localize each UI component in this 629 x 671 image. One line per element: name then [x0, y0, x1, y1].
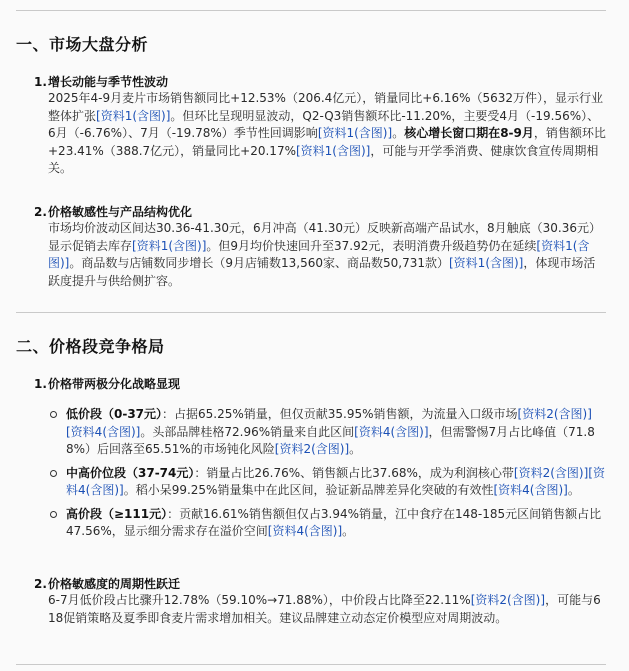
- list-item-price-sensitivity: [34, 204, 606, 290]
- reference-link[interactable]: [资料1(含图)]: [317, 126, 393, 140]
- reference-link[interactable]: [资料2(含图)]: [517, 407, 592, 421]
- item-paragraph: 6-7月低价段占比骤升12.78%（59.10%→71.88%），中价段占比降至22.11%[资料2(含图)]，可能与618促销策略及夏季即食麦片需求增加相关。建议品牌建立动态定价模型应对周期波动。: [48, 593, 601, 625]
- list-item-cyclical: [34, 576, 606, 627]
- reference-link[interactable]: [资料2(含图)]: [470, 593, 546, 607]
- section-title-price-competition: 二、价格段竞争格局: [16, 337, 165, 356]
- sub-item-mid-price: 中高价位段（37-74元）：销量占比26.76%、销售额占比37.68%，成为利润核心带[资料2(含图)][资料4(含图)]。稻小呆99.25%销量集中在此区间，验证新品牌差异化突破的有效性[资料4(含图)]。: [48, 465, 608, 500]
- reference-link[interactable]: [资料2(含图)]: [513, 465, 589, 480]
- reference-link[interactable]: [资料1(含图)]: [295, 143, 371, 158]
- reference-link[interactable]: [资料1(含图)]: [96, 108, 171, 123]
- sub-item-high-price: 高价段（≥111元）：贡献16.61%销售额但仅占3.94%销量，江中食疗在148-185元区间销售额占比47.56%，显示细分需求存在溢价空间[资料4(含图)]。: [48, 506, 608, 541]
- item-paragraph: 2025年4-9月麦片市场销售额同比+12.53%（206.4亿元），销量同比+6.16%（5632万件），显示行业整体扩张[资料1(含图)]。但环比呈现明显波动，Q2-Q3销售额环比-11.20%，主要受4月（-19.56%）、6月（-6.76%）、7月（-19.78%）季节性回调影响[资料1(含图)]。核心增长窗口期在8-9月，销售额环比+23.41%（388.7亿元），销量同比+20.17%[资料1(含图)]，可能与开学季消费、健康饮食宣传周期相关。: [48, 91, 606, 175]
- bullet-icon: [50, 511, 57, 518]
- reference-link[interactable]: [资料4(含图)]: [354, 424, 429, 439]
- item-heading: 1.增长动能与季节性波动: [34, 75, 169, 89]
- reference-link[interactable]: [资料4(含图)]: [267, 524, 343, 538]
- section-title-market-analysis: 一、市场大盘分析: [16, 35, 149, 54]
- item-paragraph: 市场均价波动区间达30.36-41.30元，6月冲高（41.30元）反映新高端产品试水，8月触底（30.36元）显示促销去库存[资料1(含图)]。但9月均价快速回升至37.92元，表明消费升级趋势仍在延续[资料1(含图)]。商品数与店铺数同步增长（9月店铺数13,560家、商品数50,731款）[资料1(含图)]，体现市场活跃度提升与供给侧扩容。: [48, 221, 602, 288]
- bullet-icon: [50, 411, 57, 418]
- reference-link[interactable]: [资料1(含图)]: [132, 238, 207, 253]
- divider: [16, 312, 606, 313]
- sub-list: [48, 406, 608, 541]
- item-heading: 2.价格敏感度的周期性跃迁: [34, 577, 181, 591]
- list-item-polarization: [34, 376, 606, 392]
- item-heading: 1.价格带两极分化战略显现: [34, 377, 181, 391]
- list-item-growth: [34, 74, 606, 178]
- divider: [16, 664, 606, 665]
- divider: [16, 10, 606, 11]
- bullet-icon: [50, 470, 57, 477]
- sub-item-low-price: 低价段（0-37元）：占据65.25%销量，但仅贡献35.95%销售额，为流量入口级市场[资料2(含图)][资料4(含图)]。头部品牌桂格72.96%销量来自此区间[资料4(含图)]，但需警惕7月占比峰值（71.88%）后回落至65.51%的市场钝化风险[资料2(含图)]。: [48, 406, 608, 459]
- reference-link[interactable]: [资料1(含图)]: [449, 256, 524, 270]
- reference-link[interactable]: [资料4(含图)]: [493, 483, 568, 497]
- reference-link[interactable]: [资料1(含图)]: [48, 238, 590, 270]
- reference-link[interactable]: [资料4(含图)]: [66, 424, 141, 439]
- reference-link[interactable]: [资料4(含图)]: [66, 465, 605, 497]
- reference-link[interactable]: [资料2(含图)]: [274, 442, 350, 456]
- item-heading: 2.价格敏感性与产品结构优化: [34, 205, 193, 219]
